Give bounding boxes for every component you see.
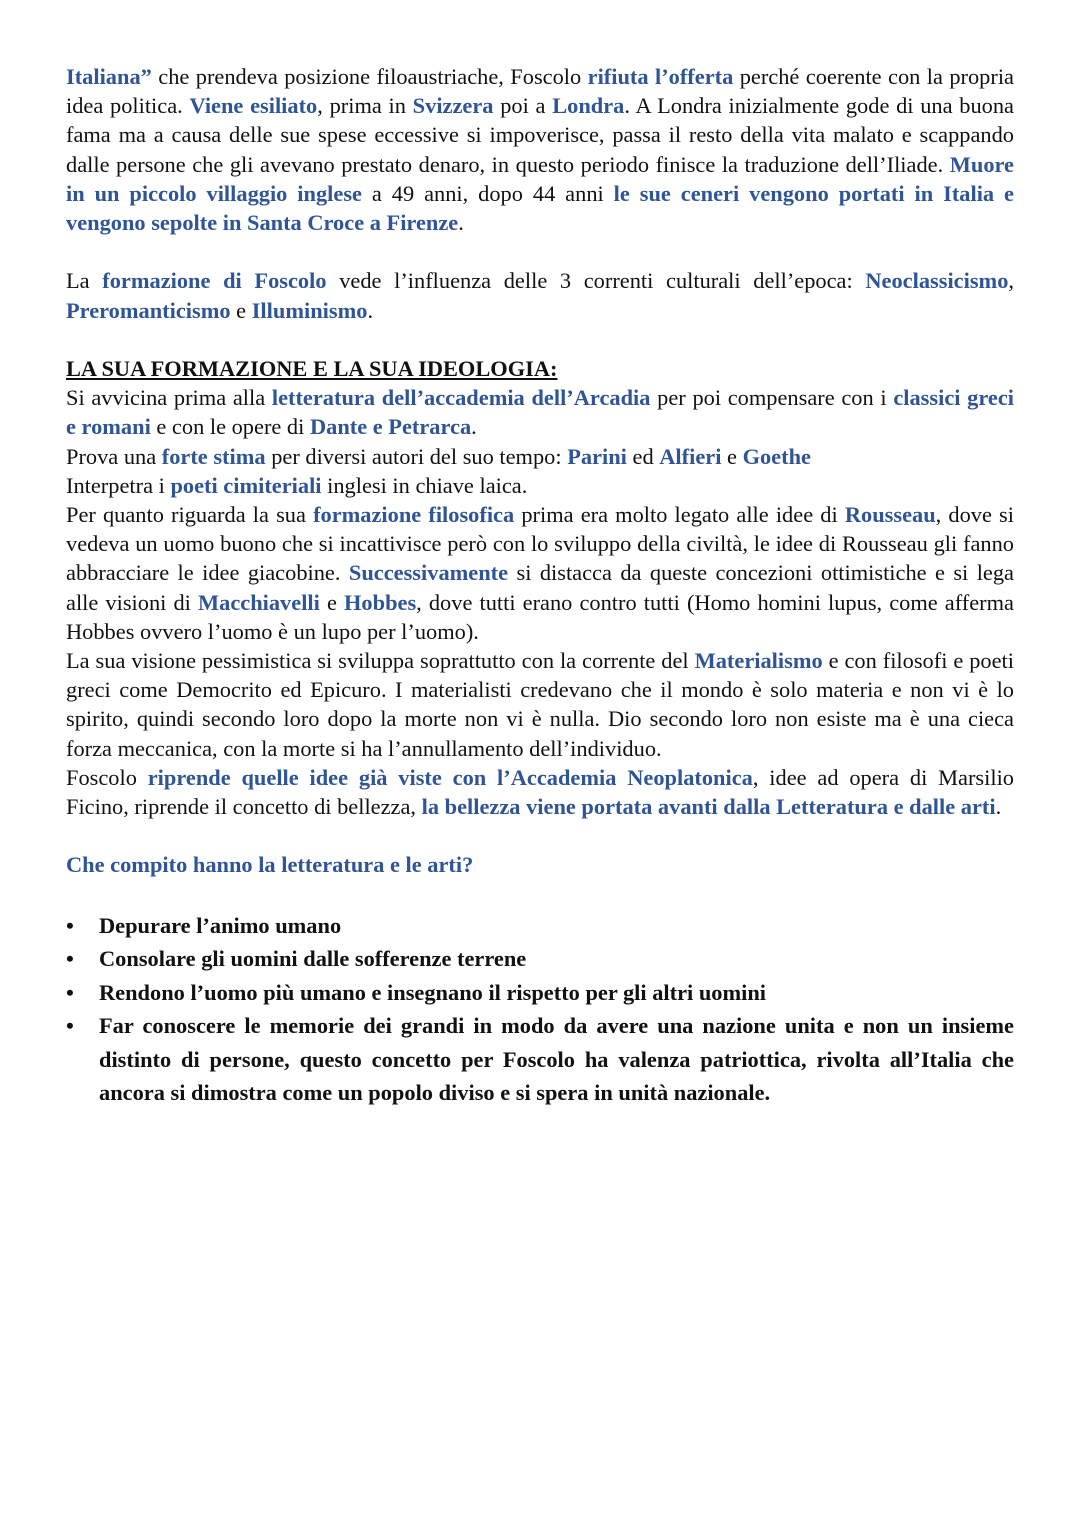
spacer <box>66 880 1014 909</box>
bullet-icon: • <box>66 946 74 972</box>
list-item-text: Depurare l’animo umano <box>99 912 342 938</box>
body-text: e <box>230 297 252 323</box>
bullet-icon: • <box>66 1013 74 1039</box>
bullet-icon: • <box>66 979 74 1005</box>
body-text: , prima in <box>317 93 413 119</box>
highlighted-text: Macchiavelli <box>197 589 320 615</box>
highlighted-text: Materialismo <box>694 648 823 674</box>
body-text: . <box>995 794 1002 820</box>
body-text: che prendeva posizione filoaustriache, Foscolo <box>151 64 588 89</box>
body-text: Per quanto riguarda la sua <box>66 502 314 528</box>
highlighted-text: Successivamente <box>348 560 509 586</box>
highlighted-text: Goethe <box>742 443 811 469</box>
body-text: La sua visione pessimistica si sviluppa soprattutto con la corrente del <box>66 648 695 674</box>
body-text: perché coerente con la propria idea politica. <box>66 64 1014 119</box>
paragraph-exile <box>66 62 1014 237</box>
highlighted-text: Dante e Petrarca <box>309 414 472 440</box>
body-text: inglesi in chiave laica. <box>321 472 528 498</box>
highlighted-text: Illuminismo <box>251 297 368 323</box>
spacer <box>66 325 1014 354</box>
body-text: , <box>1008 268 1015 294</box>
highlighted-text: Londra <box>552 93 625 119</box>
highlighted-text: Rousseau <box>844 502 936 528</box>
body-text: . <box>367 297 374 323</box>
question-heading: Che compito hanno la letteratura e le arti? <box>66 852 474 878</box>
highlighted-text: Preromanticismo <box>66 297 231 323</box>
body-text: e con le opere di <box>150 414 310 440</box>
body-text: prima era molto legato alle idee di <box>514 502 845 528</box>
tasks-list <box>66 909 1014 1110</box>
body-text: Prova una <box>66 443 162 469</box>
paragraph-philosophy <box>66 500 1014 646</box>
highlighted-text: Hobbes <box>344 589 417 615</box>
body-text: Interpetra i <box>66 472 171 498</box>
body-text: Si avvicina prima alla <box>66 385 272 411</box>
highlighted-text: la bellezza viene portata avanti dalla Letteratura e dalle arti <box>421 794 996 820</box>
list-item <box>66 976 1014 1010</box>
body-text: vede l’influenza delle 3 correnti culturali dell’epoca: <box>326 268 866 294</box>
body-text: e <box>319 589 344 615</box>
paragraph-neoplatonic <box>66 763 1014 821</box>
highlighted-text: riprende quelle idee già viste con l’Accademia Neoplatonica <box>147 764 753 790</box>
body-text: e con filosofi e poeti greci come Democrito ed Epicuro. I materialisti credevano che il mondo è solo materia e non vi è lo spirito, quindi secondo loro dopo la morte non vi è nulla. Dio secondo loro non esiste ma è una cieca forza meccanica, con la morte si ha l’annullamento dell’individuo. <box>66 648 1014 761</box>
body-text: a 49 anni, dopo 44 anni <box>361 180 614 206</box>
section-heading: LA SUA FORMAZIONE E LA SUA IDEOLOGIA: <box>66 356 558 381</box>
paragraph-authors <box>66 442 1014 471</box>
highlighted-text: Italiana” <box>66 64 152 89</box>
highlighted-text: Svizzera <box>412 93 494 119</box>
body-text: La <box>66 268 103 294</box>
paragraph-arcadia <box>66 383 1014 441</box>
body-text: si distacca da queste concezioni ottimistiche e si lega alle visioni di <box>66 560 1014 615</box>
document-page <box>66 62 1014 1110</box>
paragraph-influences <box>66 266 1014 324</box>
list-item-text: Rendono l’uomo più umano e insegnano il rispetto per gli altri uomini <box>99 979 767 1005</box>
body-text: per poi compensare con i <box>650 385 894 411</box>
body-text: ed <box>626 443 660 469</box>
highlighted-text: Alfieri <box>659 443 722 469</box>
list-item-text: Far conoscere le memorie dei grandi in modo da avere una nazione unita e non un insieme distinto di persone, questo concetto per Foscolo ha valenza patriottica, rivolta all’Italia che ancora si dimostra come un popolo diviso e si spera in unità nazionale. <box>99 1013 1014 1106</box>
highlighted-text: classici greci e romani <box>66 385 1014 440</box>
body-text: e <box>721 443 743 469</box>
body-text: poi a <box>493 93 553 119</box>
highlighted-text: Neoclassicismo <box>865 268 1009 294</box>
spacer <box>66 237 1014 266</box>
body-text: , dove si vedeva un uomo buono che si incattivisce però con lo sviluppo della civiltà, le idee di Rousseau gli fanno abbracciare le idee giacobine. <box>66 502 1014 586</box>
paragraph-poets <box>66 471 1014 500</box>
list-item-text: Consolare gli uomini dalle sofferenze terrene <box>99 946 527 972</box>
bullet-icon: • <box>66 912 74 938</box>
highlighted-text: rifiuta l’offerta <box>587 64 734 89</box>
spacer <box>66 821 1014 850</box>
highlighted-text: letteratura dell’accademia dell’Arcadia <box>271 385 651 411</box>
list-item <box>66 1009 1014 1110</box>
body-text: Foscolo <box>66 764 148 790</box>
highlighted-text: Viene esiliato <box>189 93 318 119</box>
body-text: per diversi autori del suo tempo: <box>265 443 568 469</box>
highlighted-text: formazione filosofica <box>313 502 515 528</box>
highlighted-text: forte stima <box>161 443 266 469</box>
paragraph-materialism <box>66 646 1014 763</box>
body-text: , dove tutti erano contro tutti (Homo homini lupus, come afferma Hobbes ovvero l’uomo è un lupo per l’uomo). <box>66 589 1014 644</box>
highlighted-text: Muore in un piccolo villaggio inglese <box>66 151 1014 206</box>
body-text: . A Londra inizialmente gode di una buona fama ma a causa delle sue spese eccessive si impoverisce, passa il resto della vita malato e scappando dalle persone che gli avevano prestato denaro, in questo periodo finisce la traduzione dell’Iliade. <box>66 93 1014 177</box>
highlighted-text: formazione di Foscolo <box>102 268 327 294</box>
body-text: , idee ad opera di Marsilio Ficino, riprende il concetto di bellezza, <box>66 764 1014 820</box>
list-item <box>66 909 1014 943</box>
highlighted-text: le sue ceneri vengono portati in Italia e vengono sepolte in Santa Croce a Firenze <box>66 180 1014 236</box>
highlighted-text: Parini <box>567 443 627 469</box>
body-text: . <box>458 210 464 236</box>
list-item <box>66 942 1014 976</box>
highlighted-text: poeti cimiteriali <box>170 472 322 498</box>
body-text: . <box>471 414 477 440</box>
